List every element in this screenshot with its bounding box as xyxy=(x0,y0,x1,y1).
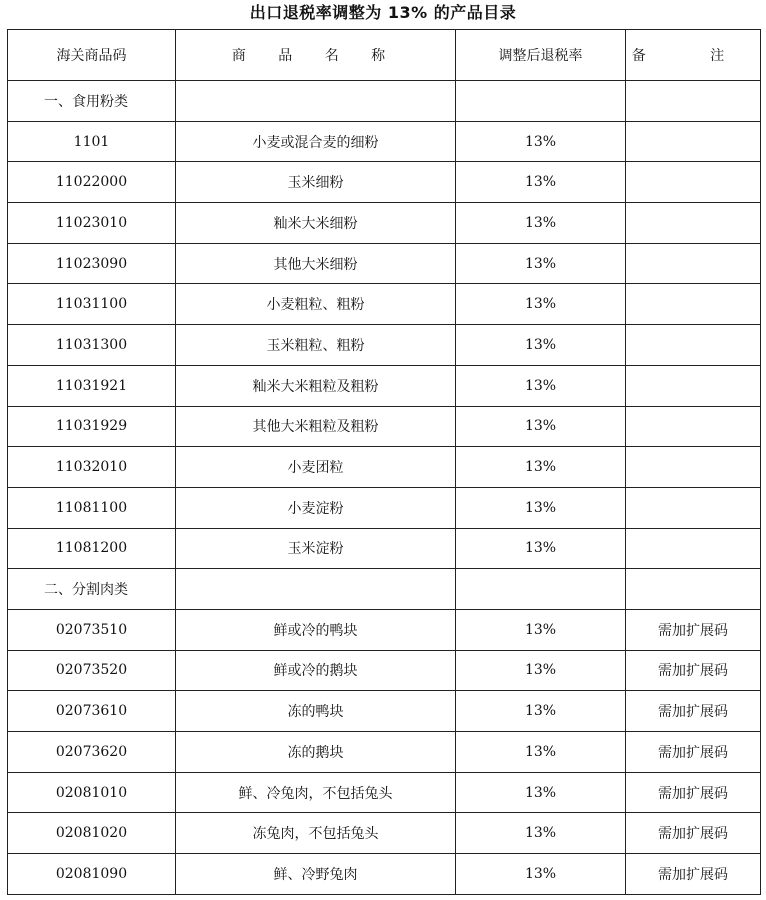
table-row xyxy=(8,528,761,569)
header-row xyxy=(8,30,761,81)
refund-rate-cell: 13% xyxy=(456,162,626,203)
customs-code-cell: 11023010 xyxy=(8,203,176,244)
product-name-cell: 其他大米细粉 xyxy=(176,243,456,284)
customs-code-cell: 11031100 xyxy=(8,284,176,325)
refund-rate-cell: 13% xyxy=(456,121,626,162)
empty-cell xyxy=(456,81,626,122)
product-name-cell: 其他大米粗粒及粗粉 xyxy=(176,406,456,447)
header-remarks: 备 注 xyxy=(626,30,761,81)
customs-code-cell: 02081090 xyxy=(8,854,176,895)
section-row xyxy=(8,81,761,122)
table-row xyxy=(8,121,761,162)
product-name-cell: 鲜、冷野兔肉 xyxy=(176,854,456,895)
table-row xyxy=(8,325,761,366)
customs-code-cell: 02073520 xyxy=(8,650,176,691)
table-row xyxy=(8,365,761,406)
refund-rate-cell: 13% xyxy=(456,691,626,732)
customs-code-cell: 1101 xyxy=(8,121,176,162)
remarks-cell: 需加扩展码 xyxy=(626,691,761,732)
customs-code-cell: 11031921 xyxy=(8,365,176,406)
remarks-cell xyxy=(626,203,761,244)
product-name-cell: 玉米淀粉 xyxy=(176,528,456,569)
product-name-cell: 籼米大米细粉 xyxy=(176,203,456,244)
product-name-cell: 玉米细粉 xyxy=(176,162,456,203)
product-name-cell: 小麦团粒 xyxy=(176,447,456,488)
customs-code-cell: 11031300 xyxy=(8,325,176,366)
table-row xyxy=(8,406,761,447)
empty-cell xyxy=(456,569,626,610)
remarks-cell: 需加扩展码 xyxy=(626,813,761,854)
remarks-cell: 需加扩展码 xyxy=(626,772,761,813)
table-row xyxy=(8,650,761,691)
customs-code-cell: 02073620 xyxy=(8,732,176,773)
empty-cell xyxy=(626,569,761,610)
product-name-cell: 小麦粗粒、粗粉 xyxy=(176,284,456,325)
table-row xyxy=(8,162,761,203)
document-title: 出口退税率调整为 13% 的产品目录 xyxy=(249,3,517,22)
table-body xyxy=(8,81,761,895)
header-adjusted-rate: 调整后退税率 xyxy=(456,30,626,81)
section-row xyxy=(8,569,761,610)
customs-code-cell: 11032010 xyxy=(8,447,176,488)
table-row xyxy=(8,284,761,325)
customs-code-cell: 02073610 xyxy=(8,691,176,732)
refund-rate-cell: 13% xyxy=(456,732,626,773)
refund-rate-cell: 13% xyxy=(456,487,626,528)
product-name-cell: 鲜、冷兔肉，不包括兔头 xyxy=(176,772,456,813)
customs-code-cell: 02073510 xyxy=(8,609,176,650)
table-row xyxy=(8,609,761,650)
refund-rate-cell: 13% xyxy=(456,854,626,895)
customs-code-cell: 11023090 xyxy=(8,243,176,284)
remarks-cell xyxy=(626,406,761,447)
customs-code-cell: 02081020 xyxy=(8,813,176,854)
product-catalog-table xyxy=(7,29,761,895)
table-row xyxy=(8,487,761,528)
empty-cell xyxy=(626,81,761,122)
refund-rate-cell: 13% xyxy=(456,243,626,284)
refund-rate-cell: 13% xyxy=(456,772,626,813)
table-row xyxy=(8,732,761,773)
remarks-cell xyxy=(626,284,761,325)
table-row xyxy=(8,203,761,244)
table-row xyxy=(8,854,761,895)
header-customs-code: 海关商品码 xyxy=(8,30,176,81)
refund-rate-cell: 13% xyxy=(456,650,626,691)
remarks-cell xyxy=(626,121,761,162)
empty-cell xyxy=(176,569,456,610)
refund-rate-cell: 13% xyxy=(456,406,626,447)
remarks-cell xyxy=(626,487,761,528)
refund-rate-cell: 13% xyxy=(456,365,626,406)
product-name-cell: 玉米粗粒、粗粉 xyxy=(176,325,456,366)
table-row xyxy=(8,691,761,732)
header-product-name: 商 品 名 称 xyxy=(176,30,456,81)
refund-rate-cell: 13% xyxy=(456,813,626,854)
refund-rate-cell: 13% xyxy=(456,609,626,650)
section-label: 一、食用粉类 xyxy=(8,81,176,122)
refund-rate-cell: 13% xyxy=(456,447,626,488)
customs-code-cell: 11031929 xyxy=(8,406,176,447)
table-row xyxy=(8,813,761,854)
remarks-cell: 需加扩展码 xyxy=(626,650,761,691)
table-header xyxy=(8,30,761,81)
remarks-cell xyxy=(626,365,761,406)
refund-rate-cell: 13% xyxy=(456,203,626,244)
customs-code-cell: 11081100 xyxy=(8,487,176,528)
product-name-cell: 小麦淀粉 xyxy=(176,487,456,528)
refund-rate-cell: 13% xyxy=(456,528,626,569)
product-name-cell: 籼米大米粗粒及粗粉 xyxy=(176,365,456,406)
customs-code-cell: 11081200 xyxy=(8,528,176,569)
remarks-cell: 需加扩展码 xyxy=(626,854,761,895)
product-name-cell: 冻的鸭块 xyxy=(176,691,456,732)
remarks-cell xyxy=(626,528,761,569)
customs-code-cell: 11022000 xyxy=(8,162,176,203)
product-name-cell: 冻的鹅块 xyxy=(176,732,456,773)
remarks-cell: 需加扩展码 xyxy=(626,609,761,650)
refund-rate-cell: 13% xyxy=(456,325,626,366)
product-name-cell: 冻兔肉，不包括兔头 xyxy=(176,813,456,854)
remarks-cell xyxy=(626,243,761,284)
remarks-cell xyxy=(626,325,761,366)
customs-code-cell: 02081010 xyxy=(8,772,176,813)
remarks-cell xyxy=(626,162,761,203)
remarks-cell xyxy=(626,447,761,488)
empty-cell xyxy=(176,81,456,122)
product-name-cell: 小麦或混合麦的细粉 xyxy=(176,121,456,162)
product-name-cell: 鲜或冷的鹅块 xyxy=(176,650,456,691)
refund-rate-cell: 13% xyxy=(456,284,626,325)
section-label: 二、分割肉类 xyxy=(8,569,176,610)
table-row xyxy=(8,447,761,488)
table-row xyxy=(8,772,761,813)
table-row xyxy=(8,243,761,284)
product-name-cell: 鲜或冷的鸭块 xyxy=(176,609,456,650)
remarks-cell: 需加扩展码 xyxy=(626,732,761,773)
